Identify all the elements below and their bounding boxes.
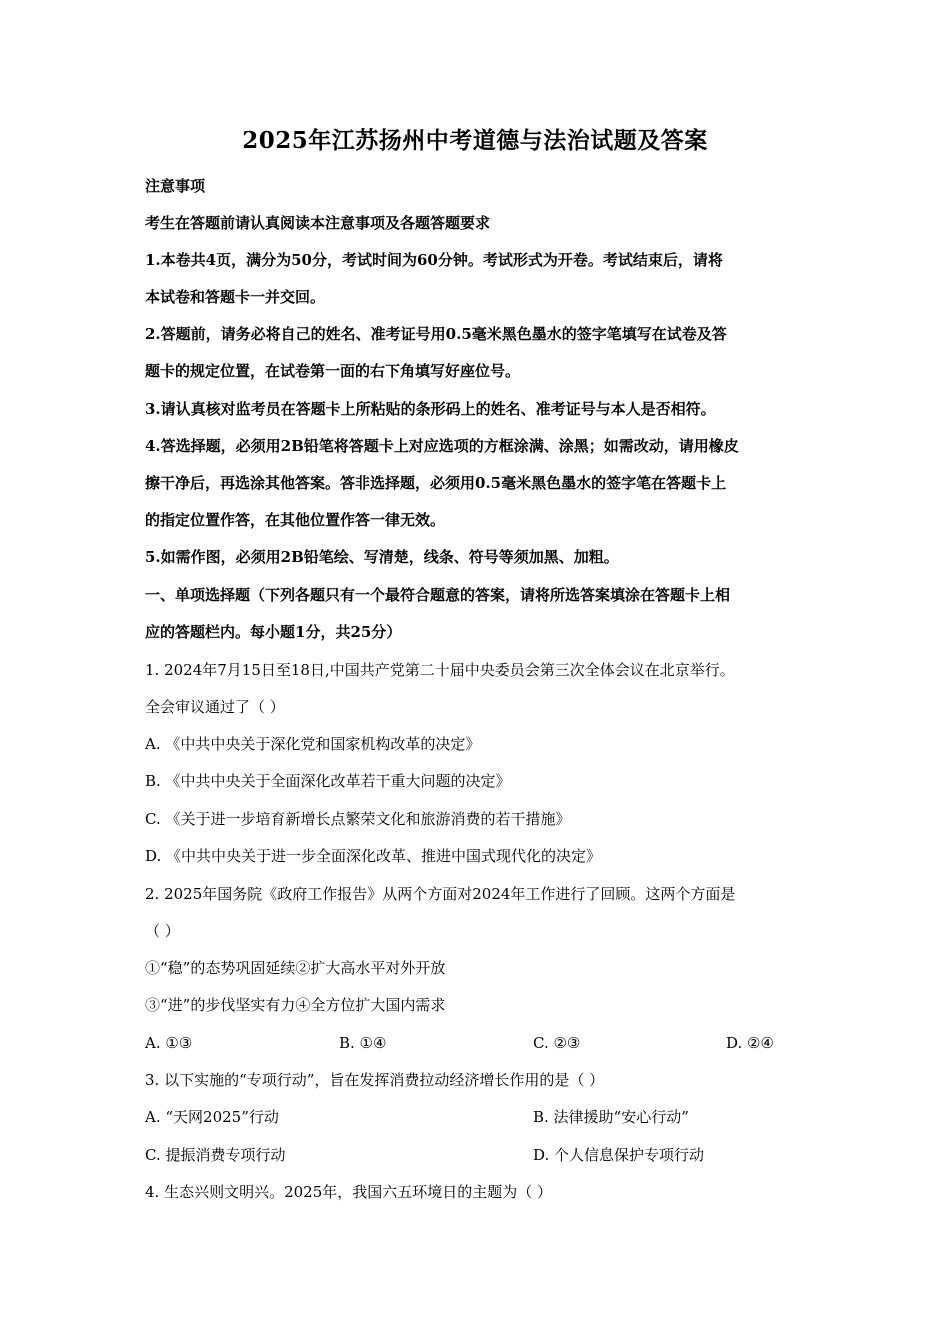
- question-3-option-a: A. “天网2025”行动: [145, 1108, 279, 1126]
- question-2-stem: 2. 2025年国务院《政府工作报告》从两个方面对2024年工作进行了回顾。这两个方面是: [145, 885, 736, 903]
- notice-item-4-cont-2: 的指定位置作答，在其他位置作答一律无效。: [145, 511, 446, 529]
- question-2-option-d: D. ②④: [726, 1034, 774, 1052]
- question-1-stem: 1. 2024年7月15日至18日,中国共产党第二十届中央委员会第三次全体会议在北京举行。: [145, 661, 735, 679]
- question-1-option-d: D. 《中共中央关于进一步全面深化改革、推进中国式现代化的决定》: [145, 847, 602, 865]
- notice-item-4: 4.答选择题，必须用2B铅笔将答题卡上对应选项的方框涂满、涂黑；如需改动，请用橡皮: [145, 437, 739, 455]
- question-3-option-b: B. 法律援助“安心行动”: [533, 1108, 689, 1126]
- question-3-stem: 3. 以下实施的“专项行动”，旨在发挥消费拉动经济增长作用的是（ ）: [145, 1071, 605, 1089]
- notice-item-2-cont: 题卡的规定位置，在试卷第一面的右下角填写好座位号。: [145, 362, 521, 380]
- notice-item-2: 2.答题前，请务必将自己的姓名、准考证号用0.5毫米黑色墨水的签字笔填写在试卷及答: [145, 325, 727, 343]
- page-title: 2025年江苏扬州中考道德与法治试题及答案: [242, 127, 708, 154]
- question-3-option-d: D. 个人信息保护专项行动: [533, 1146, 705, 1164]
- question-2-statement-2: ③“进”的步伐坚实有力④全方位扩大国内需求: [145, 996, 446, 1014]
- notice-item-3: 3.请认真核对监考员在答题卡上所粘贴的条形码上的姓名、准考证号与本人是否相符。: [145, 400, 716, 418]
- question-2-option-b: B. ①④: [339, 1034, 387, 1052]
- question-2-option-c: C. ②③: [533, 1034, 581, 1052]
- section-1-heading-cont: 应的答题栏内。每小题1分，共25分）: [145, 623, 402, 641]
- notice-item-5: 5.如需作图，必须用2B铅笔绘、写清楚，线条、符号等须加黑、加粗。: [145, 548, 619, 566]
- question-2-option-a: A. ①③: [145, 1034, 193, 1052]
- notice-item-4-cont-1: 擦干净后，再选涂其他答案。答非选择题，必须用0.5毫米黑色墨水的签字笔在答题卡上: [145, 474, 727, 492]
- question-3-option-c: C. 提振消费专项行动: [145, 1146, 286, 1164]
- question-1-option-b: B. 《中共中央关于全面深化改革若干重大问题的决定》: [145, 772, 511, 790]
- notice-heading: 注意事项: [145, 177, 206, 195]
- notice-item-1: 1.本卷共4页，满分为50分，考试时间为60分钟。考试形式为开卷。考试结束后，请将: [145, 251, 723, 269]
- question-2-stem-cont: （ ）: [145, 922, 180, 940]
- section-1-heading: 一、单项选择题（下列各题只有一个最符合题意的答案，请将所选答案填涂在答题卡上相: [145, 586, 731, 604]
- question-1-stem-cont: 全会审议通过了（ ）: [145, 698, 285, 716]
- notice-item-1-cont: 本试卷和答题卡一并交回。: [145, 288, 326, 306]
- question-1-option-c: C. 《关于进一步培育新增长点繁荣文化和旅游消费的若干措施》: [145, 810, 571, 828]
- question-1-option-a: A. 《中共中央关于深化党和国家机构改革的决定》: [145, 735, 481, 753]
- question-2-statement-1: ①“稳”的态势巩固延续②扩大高水平对外开放: [145, 959, 446, 977]
- notice-intro: 考生在答题前请认真阅读本注意事项及各题答题要求: [145, 214, 491, 232]
- question-4-stem: 4. 生态兴则文明兴。2025年，我国六五环境日的主题为（ ）: [145, 1183, 553, 1201]
